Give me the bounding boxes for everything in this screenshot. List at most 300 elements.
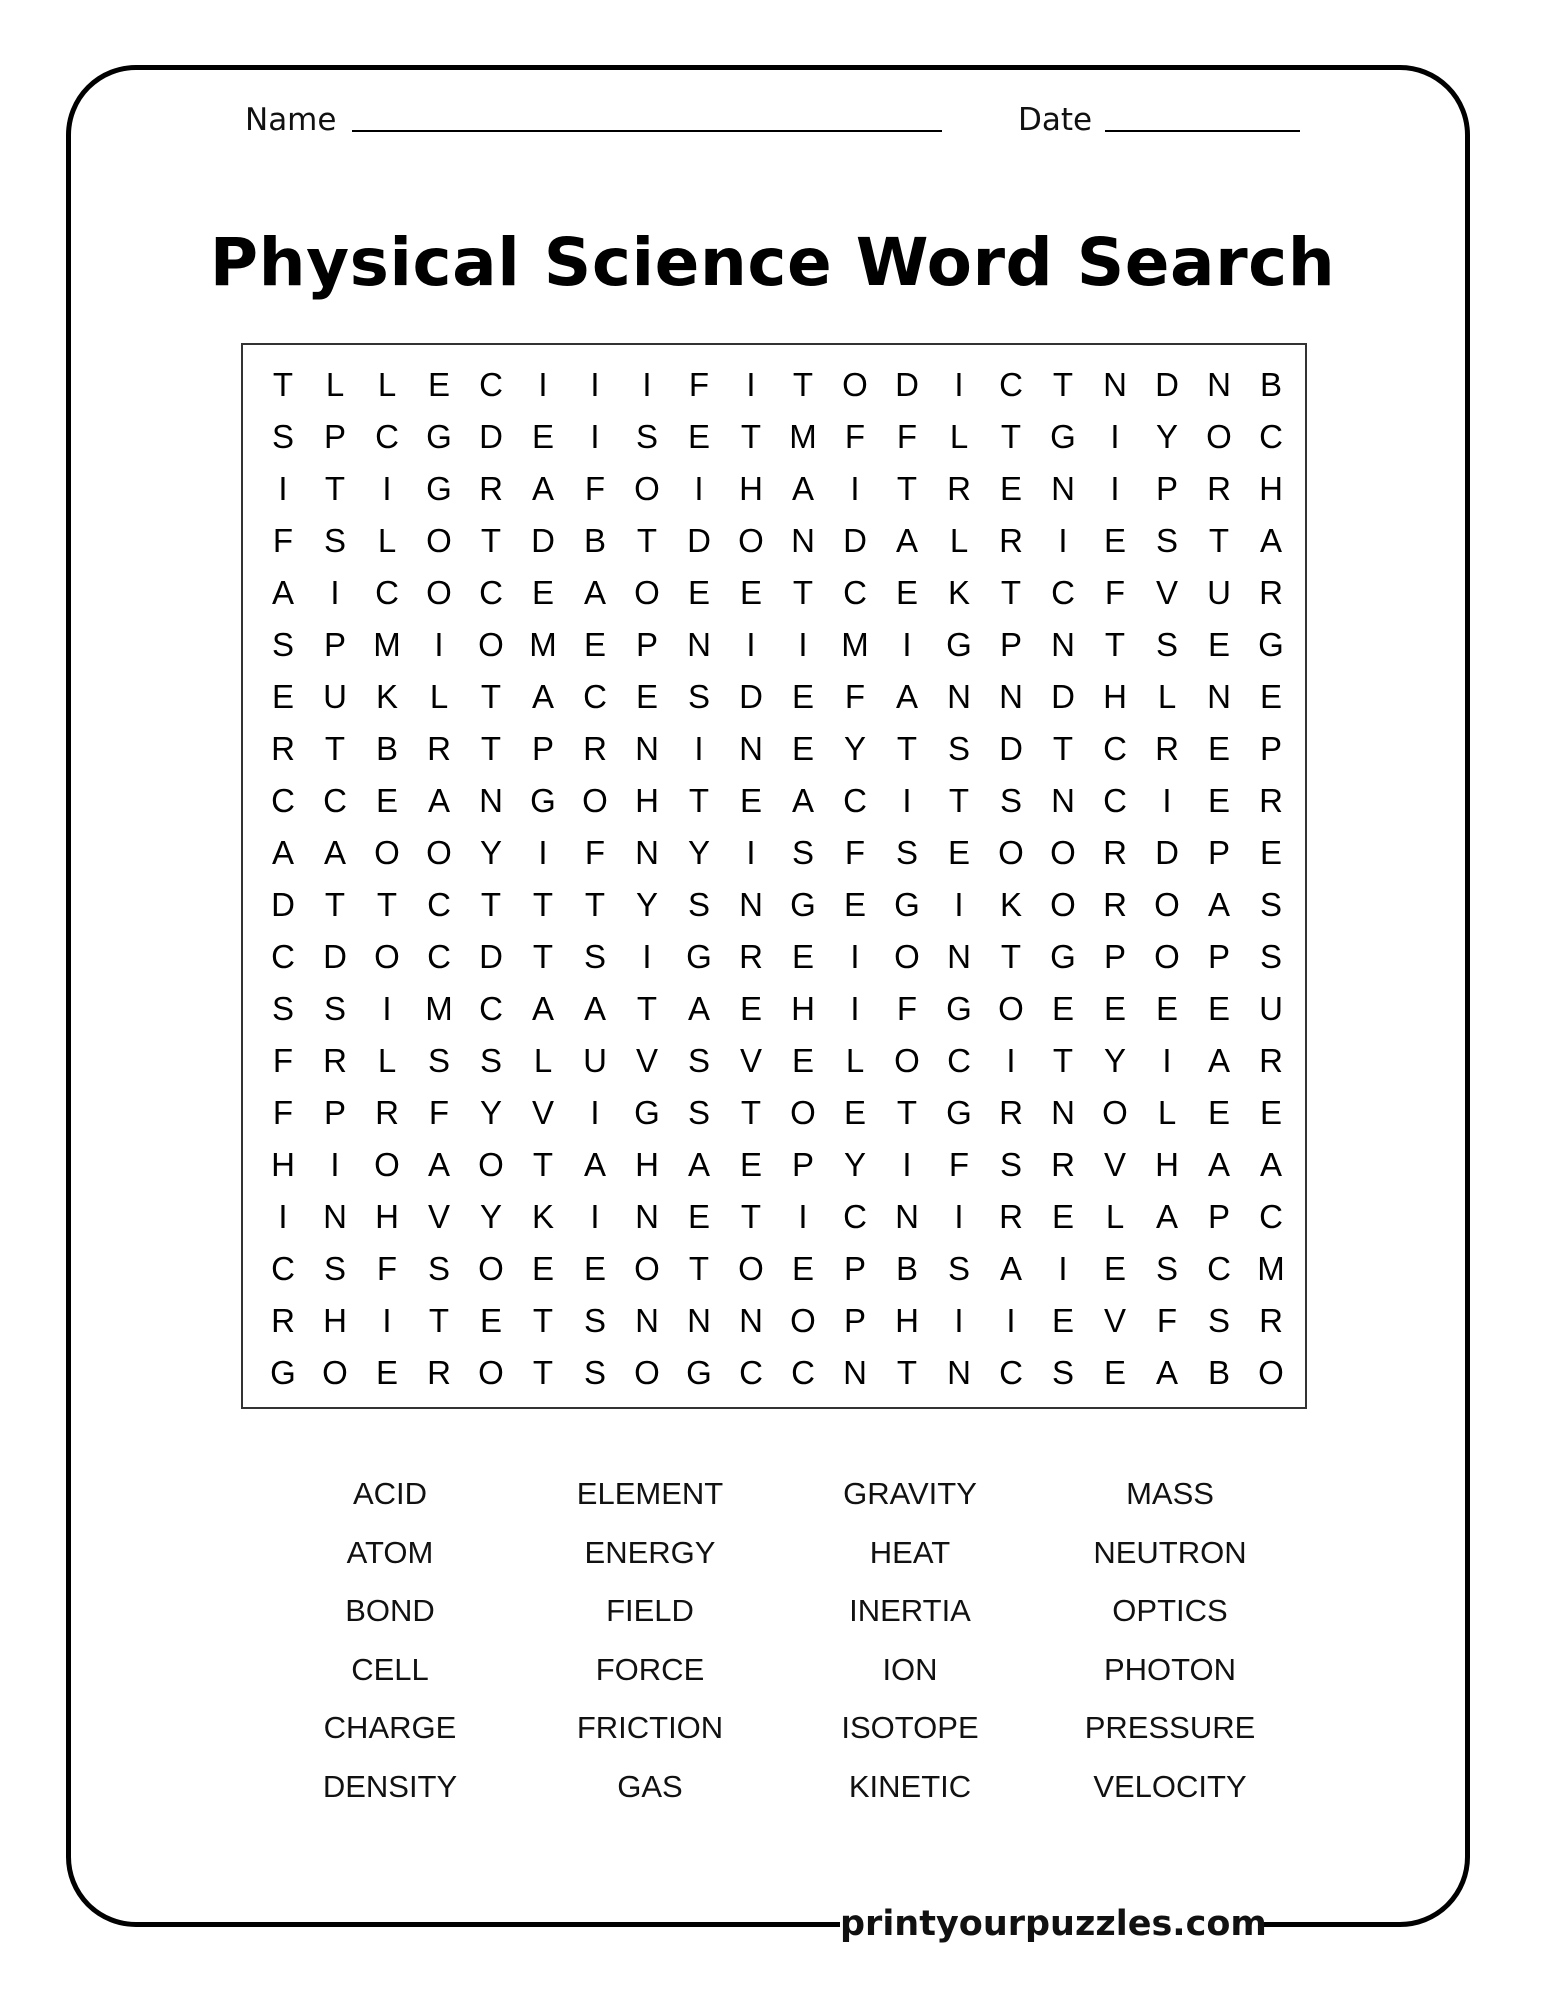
grid-cell[interactable]: O: [374, 938, 400, 975]
grid-cell[interactable]: R: [323, 1042, 347, 1079]
grid-cell[interactable]: L: [533, 1042, 553, 1079]
grid-cell[interactable]: R: [1103, 886, 1127, 923]
grid-cell[interactable]: N: [635, 1302, 659, 1339]
grid-cell[interactable]: O: [634, 574, 660, 611]
grid-cell[interactable]: R: [427, 1354, 451, 1391]
grid-cell[interactable]: M: [789, 418, 817, 455]
grid-cell[interactable]: I: [746, 626, 756, 663]
grid-cell[interactable]: E: [1207, 730, 1230, 767]
grid-cell[interactable]: V: [1103, 1302, 1126, 1339]
grid-cell[interactable]: I: [590, 1094, 600, 1131]
grid-cell[interactable]: B: [583, 522, 606, 559]
grid-cell[interactable]: C: [375, 574, 399, 611]
grid-cell[interactable]: O: [582, 782, 608, 819]
grid-cell[interactable]: P: [999, 626, 1022, 663]
grid-cell[interactable]: T: [584, 886, 606, 923]
grid-cell[interactable]: O: [1206, 418, 1232, 455]
grid-cell[interactable]: S: [687, 1042, 710, 1079]
grid-cell[interactable]: T: [480, 678, 502, 715]
grid-cell[interactable]: L: [377, 1042, 397, 1079]
grid-cell[interactable]: A: [1259, 522, 1282, 559]
grid-cell[interactable]: F: [844, 678, 866, 715]
grid-cell[interactable]: K: [375, 678, 398, 715]
grid-cell[interactable]: L: [949, 418, 969, 455]
grid-cell[interactable]: G: [946, 990, 972, 1027]
grid-cell[interactable]: I: [538, 366, 548, 403]
grid-cell[interactable]: S: [1259, 938, 1282, 975]
grid-cell[interactable]: E: [687, 418, 710, 455]
grid-cell[interactable]: C: [947, 1042, 971, 1079]
grid-cell[interactable]: C: [999, 1354, 1023, 1391]
grid-cell[interactable]: T: [740, 1094, 762, 1131]
grid-cell[interactable]: T: [636, 522, 658, 559]
grid-cell[interactable]: N: [1051, 782, 1075, 819]
grid-cell[interactable]: A: [583, 1146, 606, 1183]
grid-cell[interactable]: F: [844, 834, 866, 871]
grid-cell[interactable]: E: [687, 574, 710, 611]
grid-cell[interactable]: E: [531, 1250, 554, 1287]
grid-cell[interactable]: E: [687, 1198, 710, 1235]
grid-cell[interactable]: P: [843, 1302, 866, 1339]
grid-cell[interactable]: H: [1259, 470, 1283, 507]
grid-cell[interactable]: E: [1103, 990, 1126, 1027]
grid-cell[interactable]: T: [1000, 938, 1022, 975]
grid-cell[interactable]: O: [478, 626, 504, 663]
grid-cell[interactable]: S: [323, 1250, 346, 1287]
grid-cell[interactable]: E: [1259, 834, 1282, 871]
grid-cell[interactable]: E: [999, 470, 1022, 507]
grid-cell[interactable]: A: [427, 1146, 450, 1183]
grid-cell[interactable]: O: [426, 834, 452, 871]
grid-cell[interactable]: O: [790, 1302, 816, 1339]
grid-cell[interactable]: E: [947, 834, 970, 871]
grid-cell[interactable]: N: [635, 834, 659, 871]
grid-cell[interactable]: C: [1103, 730, 1127, 767]
grid-cell[interactable]: I: [954, 886, 964, 923]
grid-cell[interactable]: C: [1259, 418, 1283, 455]
grid-cell[interactable]: E: [843, 1094, 866, 1131]
grid-cell[interactable]: I: [746, 834, 756, 871]
grid-cell[interactable]: O: [738, 1250, 764, 1287]
grid-cell[interactable]: S: [687, 886, 710, 923]
grid-cell[interactable]: O: [998, 834, 1024, 871]
grid-cell[interactable]: N: [635, 1198, 659, 1235]
grid-cell[interactable]: L: [845, 1042, 865, 1079]
grid-cell[interactable]: S: [1207, 1302, 1230, 1339]
grid-cell[interactable]: I: [1162, 782, 1172, 819]
grid-cell[interactable]: C: [479, 366, 503, 403]
grid-cell[interactable]: O: [894, 1042, 920, 1079]
grid-cell[interactable]: D: [999, 730, 1023, 767]
grid-cell[interactable]: E: [1207, 626, 1230, 663]
grid-cell[interactable]: K: [531, 1198, 554, 1235]
grid-cell[interactable]: G: [1050, 938, 1076, 975]
grid-cell[interactable]: E: [583, 626, 606, 663]
grid-cell[interactable]: B: [375, 730, 398, 767]
grid-cell[interactable]: D: [1155, 366, 1179, 403]
grid-cell[interactable]: R: [479, 470, 503, 507]
grid-cell[interactable]: E: [791, 1250, 814, 1287]
grid-cell[interactable]: S: [323, 990, 346, 1027]
grid-cell[interactable]: C: [271, 938, 295, 975]
grid-cell[interactable]: I: [278, 470, 288, 507]
grid-cell[interactable]: Y: [479, 834, 502, 871]
grid-cell[interactable]: Y: [1155, 418, 1178, 455]
grid-cell[interactable]: T: [272, 366, 294, 403]
grid-cell[interactable]: R: [1259, 574, 1283, 611]
grid-cell[interactable]: E: [427, 366, 450, 403]
grid-cell[interactable]: A: [583, 990, 606, 1027]
grid-cell[interactable]: N: [739, 1302, 763, 1339]
grid-cell[interactable]: T: [896, 730, 918, 767]
grid-cell[interactable]: A: [687, 1146, 710, 1183]
grid-cell[interactable]: F: [428, 1094, 450, 1131]
grid-cell[interactable]: O: [998, 990, 1024, 1027]
grid-cell[interactable]: I: [902, 782, 912, 819]
grid-cell[interactable]: F: [896, 990, 918, 1027]
grid-cell[interactable]: A: [1259, 1146, 1282, 1183]
grid-cell[interactable]: A: [427, 782, 450, 819]
grid-cell[interactable]: E: [739, 574, 762, 611]
grid-cell[interactable]: C: [1103, 782, 1127, 819]
grid-cell[interactable]: N: [635, 730, 659, 767]
grid-cell[interactable]: G: [946, 1094, 972, 1131]
grid-cell[interactable]: I: [434, 626, 444, 663]
grid-cell[interactable]: D: [531, 522, 555, 559]
grid-cell[interactable]: R: [1103, 834, 1127, 871]
grid-cell[interactable]: I: [850, 990, 860, 1027]
grid-cell[interactable]: T: [1000, 574, 1022, 611]
grid-cell[interactable]: E: [739, 990, 762, 1027]
grid-cell[interactable]: L: [1105, 1198, 1125, 1235]
grid-cell[interactable]: S: [479, 1042, 502, 1079]
grid-cell[interactable]: B: [1207, 1354, 1230, 1391]
grid-cell[interactable]: A: [1155, 1354, 1178, 1391]
grid-cell[interactable]: S: [271, 990, 294, 1027]
grid-cell[interactable]: T: [896, 1094, 918, 1131]
grid-cell[interactable]: M: [529, 626, 557, 663]
grid-cell[interactable]: S: [947, 1250, 970, 1287]
grid-cell[interactable]: U: [323, 678, 347, 715]
grid-cell[interactable]: S: [1155, 626, 1178, 663]
grid-cell[interactable]: I: [1162, 1042, 1172, 1079]
grid-cell[interactable]: I: [330, 1146, 340, 1183]
grid-cell[interactable]: L: [377, 522, 397, 559]
grid-cell[interactable]: E: [791, 1042, 814, 1079]
grid-cell[interactable]: Y: [843, 1146, 866, 1183]
grid-cell[interactable]: L: [1157, 1094, 1177, 1131]
grid-cell[interactable]: D: [1051, 678, 1075, 715]
grid-cell[interactable]: R: [1207, 470, 1231, 507]
grid-cell[interactable]: D: [739, 678, 763, 715]
grid-cell[interactable]: T: [792, 574, 814, 611]
grid-cell[interactable]: T: [532, 1146, 554, 1183]
grid-cell[interactable]: G: [426, 470, 452, 507]
grid-cell[interactable]: I: [902, 626, 912, 663]
grid-cell[interactable]: N: [1207, 366, 1231, 403]
grid-cell[interactable]: E: [635, 678, 658, 715]
grid-cell[interactable]: I: [1006, 1302, 1016, 1339]
grid-cell[interactable]: E: [791, 730, 814, 767]
grid-cell[interactable]: A: [1155, 1198, 1178, 1235]
grid-cell[interactable]: I: [382, 990, 392, 1027]
grid-cell[interactable]: T: [740, 1198, 762, 1235]
grid-cell[interactable]: G: [686, 938, 712, 975]
grid-cell[interactable]: M: [1257, 1250, 1285, 1287]
grid-cell[interactable]: S: [1259, 886, 1282, 923]
grid-cell[interactable]: I: [954, 1198, 964, 1235]
grid-cell[interactable]: S: [271, 418, 294, 455]
grid-cell[interactable]: O: [478, 1354, 504, 1391]
grid-cell[interactable]: U: [583, 1042, 607, 1079]
grid-cell[interactable]: I: [746, 366, 756, 403]
grid-cell[interactable]: O: [634, 1354, 660, 1391]
grid-cell[interactable]: N: [1051, 470, 1075, 507]
grid-cell[interactable]: T: [376, 886, 398, 923]
grid-cell[interactable]: A: [895, 678, 918, 715]
grid-cell[interactable]: O: [322, 1354, 348, 1391]
grid-cell[interactable]: T: [1208, 522, 1230, 559]
grid-cell[interactable]: G: [270, 1354, 296, 1391]
grid-cell[interactable]: F: [948, 1146, 970, 1183]
grid-cell[interactable]: C: [427, 938, 451, 975]
grid-cell[interactable]: E: [1103, 1354, 1126, 1391]
grid-cell[interactable]: R: [999, 1094, 1023, 1131]
grid-cell[interactable]: E: [1259, 1094, 1282, 1131]
grid-cell[interactable]: U: [1207, 574, 1231, 611]
grid-cell[interactable]: I: [590, 366, 600, 403]
grid-cell[interactable]: I: [694, 470, 704, 507]
grid-cell[interactable]: E: [531, 418, 554, 455]
grid-cell[interactable]: R: [375, 1094, 399, 1131]
grid-cell[interactable]: R: [999, 522, 1023, 559]
grid-cell[interactable]: K: [999, 886, 1022, 923]
grid-cell[interactable]: N: [1207, 678, 1231, 715]
grid-cell[interactable]: B: [895, 1250, 918, 1287]
grid-cell[interactable]: A: [323, 834, 346, 871]
grid-cell[interactable]: E: [1051, 1302, 1074, 1339]
grid-cell[interactable]: E: [739, 782, 762, 819]
grid-cell[interactable]: O: [894, 938, 920, 975]
grid-cell[interactable]: F: [896, 418, 918, 455]
grid-cell[interactable]: E: [791, 678, 814, 715]
grid-cell[interactable]: I: [954, 366, 964, 403]
grid-cell[interactable]: F: [272, 1042, 294, 1079]
grid-cell[interactable]: A: [1207, 1146, 1230, 1183]
grid-cell[interactable]: H: [323, 1302, 347, 1339]
grid-cell[interactable]: I: [850, 470, 860, 507]
grid-cell[interactable]: I: [694, 730, 704, 767]
grid-cell[interactable]: S: [271, 626, 294, 663]
grid-cell[interactable]: R: [1259, 1302, 1283, 1339]
grid-cell[interactable]: I: [1058, 1250, 1068, 1287]
grid-cell[interactable]: K: [947, 574, 970, 611]
grid-cell[interactable]: A: [999, 1250, 1022, 1287]
grid-cell[interactable]: D: [1155, 834, 1179, 871]
grid-cell[interactable]: Y: [479, 1094, 502, 1131]
grid-cell[interactable]: F: [584, 834, 606, 871]
grid-cell[interactable]: S: [583, 1302, 606, 1339]
grid-cell[interactable]: H: [635, 1146, 659, 1183]
grid-cell[interactable]: N: [1103, 366, 1127, 403]
grid-cell[interactable]: Y: [635, 886, 658, 923]
grid-cell[interactable]: A: [271, 834, 294, 871]
grid-cell[interactable]: T: [1052, 730, 1074, 767]
grid-cell[interactable]: E: [1207, 782, 1230, 819]
grid-cell[interactable]: Y: [843, 730, 866, 767]
grid-cell[interactable]: E: [1051, 990, 1074, 1027]
grid-cell[interactable]: F: [376, 1250, 398, 1287]
grid-cell[interactable]: T: [428, 1302, 450, 1339]
grid-cell[interactable]: E: [1051, 1198, 1074, 1235]
grid-cell[interactable]: E: [739, 1146, 762, 1183]
grid-cell[interactable]: T: [948, 782, 970, 819]
grid-cell[interactable]: C: [271, 1250, 295, 1287]
grid-cell[interactable]: M: [425, 990, 453, 1027]
grid-cell[interactable]: E: [1155, 990, 1178, 1027]
grid-cell[interactable]: B: [1259, 366, 1282, 403]
grid-cell[interactable]: N: [1051, 1094, 1075, 1131]
grid-cell[interactable]: R: [739, 938, 763, 975]
grid-cell[interactable]: I: [538, 834, 548, 871]
grid-cell[interactable]: C: [843, 574, 867, 611]
grid-cell[interactable]: C: [843, 1198, 867, 1235]
grid-cell[interactable]: T: [1000, 418, 1022, 455]
grid-cell[interactable]: D: [479, 418, 503, 455]
grid-cell[interactable]: C: [999, 366, 1023, 403]
grid-cell[interactable]: R: [947, 470, 971, 507]
grid-cell[interactable]: N: [791, 522, 815, 559]
grid-cell[interactable]: G: [894, 886, 920, 923]
grid-cell[interactable]: T: [688, 1250, 710, 1287]
grid-cell[interactable]: T: [1052, 1042, 1074, 1079]
grid-cell[interactable]: H: [635, 782, 659, 819]
grid-cell[interactable]: V: [635, 1042, 658, 1079]
grid-cell[interactable]: N: [687, 626, 711, 663]
grid-cell[interactable]: A: [531, 470, 554, 507]
grid-cell[interactable]: N: [687, 1302, 711, 1339]
grid-cell[interactable]: T: [324, 886, 346, 923]
grid-cell[interactable]: I: [278, 1198, 288, 1235]
grid-cell[interactable]: G: [686, 1354, 712, 1391]
grid-cell[interactable]: O: [634, 470, 660, 507]
grid-cell[interactable]: A: [531, 678, 554, 715]
grid-cell[interactable]: S: [583, 1354, 606, 1391]
grid-cell[interactable]: S: [999, 782, 1022, 819]
grid-cell[interactable]: M: [841, 626, 869, 663]
grid-cell[interactable]: E: [375, 782, 398, 819]
grid-cell[interactable]: H: [739, 470, 763, 507]
grid-cell[interactable]: S: [791, 834, 814, 871]
grid-cell[interactable]: H: [271, 1146, 295, 1183]
grid-cell[interactable]: N: [739, 886, 763, 923]
grid-cell[interactable]: E: [1207, 990, 1230, 1027]
grid-cell[interactable]: N: [947, 1354, 971, 1391]
grid-cell[interactable]: T: [792, 366, 814, 403]
grid-cell[interactable]: H: [791, 990, 815, 1027]
grid-cell[interactable]: E: [1207, 1094, 1230, 1131]
grid-cell[interactable]: D: [323, 938, 347, 975]
grid-cell[interactable]: N: [323, 1198, 347, 1235]
grid-cell[interactable]: E: [895, 574, 918, 611]
name-line[interactable]: [352, 130, 942, 132]
grid-cell[interactable]: N: [843, 1354, 867, 1391]
grid-cell[interactable]: E: [1103, 1250, 1126, 1287]
grid-cell[interactable]: T: [480, 730, 502, 767]
grid-cell[interactable]: R: [427, 730, 451, 767]
grid-cell[interactable]: P: [1207, 938, 1230, 975]
grid-cell[interactable]: I: [330, 574, 340, 611]
grid-cell[interactable]: O: [478, 1250, 504, 1287]
grid-cell[interactable]: O: [1102, 1094, 1128, 1131]
grid-cell[interactable]: G: [634, 1094, 660, 1131]
grid-cell[interactable]: C: [739, 1354, 763, 1391]
grid-cell[interactable]: C: [1259, 1198, 1283, 1235]
grid-cell[interactable]: C: [271, 782, 295, 819]
grid-cell[interactable]: T: [1104, 626, 1126, 663]
grid-cell[interactable]: O: [1258, 1354, 1284, 1391]
grid-cell[interactable]: O: [426, 574, 452, 611]
grid-cell[interactable]: C: [583, 678, 607, 715]
grid-cell[interactable]: A: [791, 782, 814, 819]
grid-cell[interactable]: H: [375, 1198, 399, 1235]
grid-cell[interactable]: C: [1207, 1250, 1231, 1287]
grid-cell[interactable]: E: [843, 886, 866, 923]
grid-cell[interactable]: I: [1110, 470, 1120, 507]
grid-cell[interactable]: V: [1155, 574, 1178, 611]
grid-cell[interactable]: A: [1207, 886, 1230, 923]
grid-cell[interactable]: N: [895, 1198, 919, 1235]
grid-cell[interactable]: P: [323, 626, 346, 663]
grid-cell[interactable]: F: [272, 522, 294, 559]
grid-cell[interactable]: P: [635, 626, 658, 663]
grid-cell[interactable]: D: [843, 522, 867, 559]
grid-cell[interactable]: R: [271, 730, 295, 767]
grid-cell[interactable]: H: [895, 1302, 919, 1339]
grid-cell[interactable]: S: [1051, 1354, 1074, 1391]
grid-cell[interactable]: S: [583, 938, 606, 975]
grid-cell[interactable]: S: [427, 1042, 450, 1079]
grid-cell[interactable]: R: [999, 1198, 1023, 1235]
grid-cell[interactable]: R: [1259, 782, 1283, 819]
grid-cell[interactable]: O: [1050, 834, 1076, 871]
grid-cell[interactable]: R: [1259, 1042, 1283, 1079]
grid-cell[interactable]: C: [427, 886, 451, 923]
grid-cell[interactable]: I: [590, 418, 600, 455]
grid-cell[interactable]: A: [1207, 1042, 1230, 1079]
grid-cell[interactable]: I: [642, 366, 652, 403]
grid-cell[interactable]: O: [790, 1094, 816, 1131]
grid-cell[interactable]: I: [798, 1198, 808, 1235]
grid-cell[interactable]: T: [688, 782, 710, 819]
grid-cell[interactable]: S: [999, 1146, 1022, 1183]
grid-cell[interactable]: S: [687, 1094, 710, 1131]
grid-cell[interactable]: D: [687, 522, 711, 559]
grid-cell[interactable]: E: [1259, 678, 1282, 715]
grid-cell[interactable]: S: [1155, 522, 1178, 559]
grid-cell[interactable]: F: [1156, 1302, 1178, 1339]
grid-cell[interactable]: T: [896, 470, 918, 507]
grid-cell[interactable]: N: [739, 730, 763, 767]
grid-cell[interactable]: L: [429, 678, 449, 715]
grid-cell[interactable]: E: [583, 1250, 606, 1287]
grid-cell[interactable]: V: [1103, 1146, 1126, 1183]
grid-cell[interactable]: I: [902, 1146, 912, 1183]
grid-cell[interactable]: O: [634, 1250, 660, 1287]
grid-cell[interactable]: T: [480, 886, 502, 923]
grid-cell[interactable]: L: [1157, 678, 1177, 715]
grid-cell[interactable]: C: [791, 1354, 815, 1391]
